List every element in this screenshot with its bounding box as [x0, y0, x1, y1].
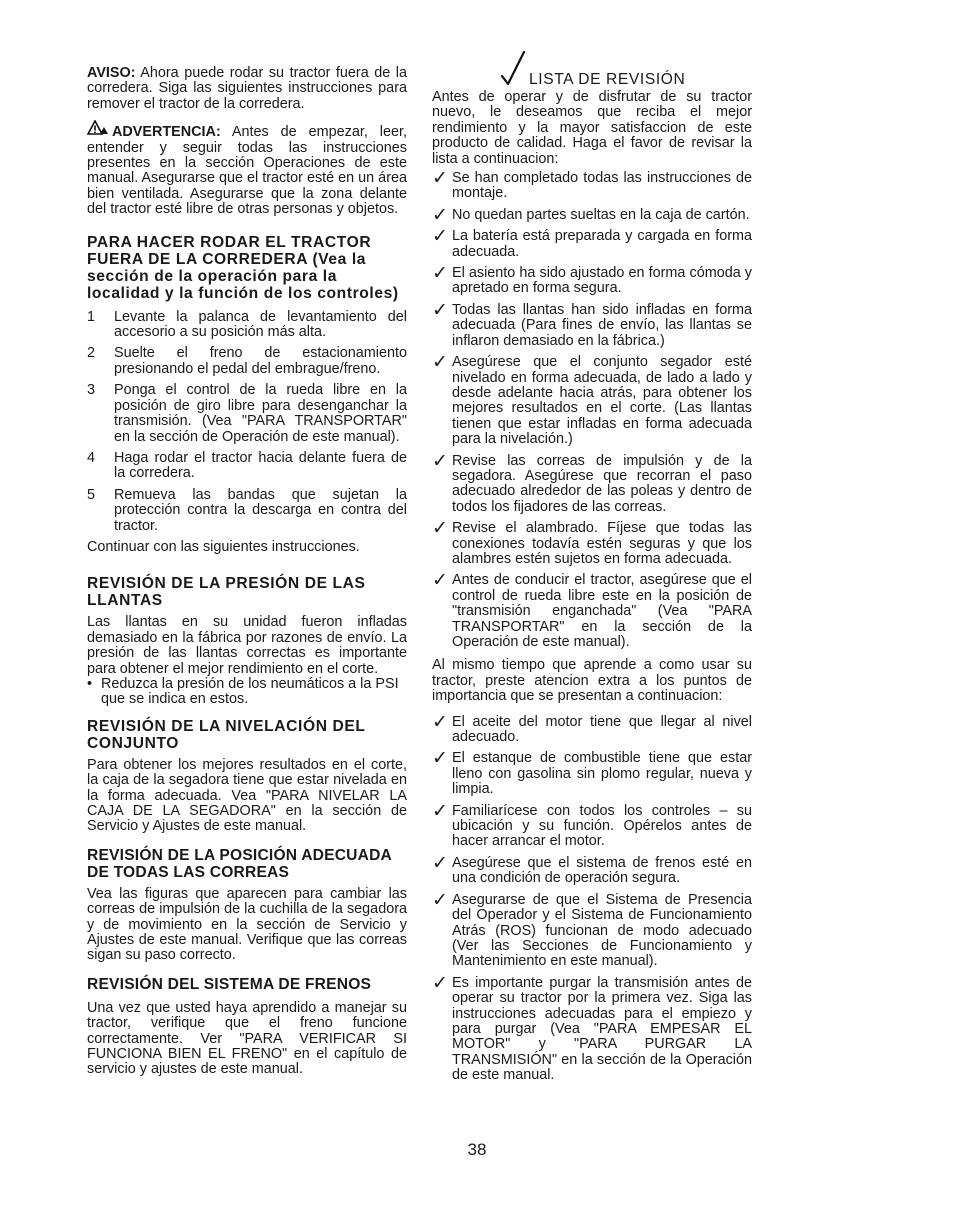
list-item: ✓ El asiento ha sido ajustado en forma cómoda y apretado en forma segura.: [432, 262, 752, 297]
list-item: ✓ Es importante purgar la transmisión antes de operar su tractor por la primera vez. Siga las instrucciones adecuadas para el empiezo y para purgar (Vea "PARA EMPESAR EL MOTOR" y "PARA PURGAR LA TRANSMISIÓN" en la sección de la Operación de este manual.: [432, 971, 752, 1084]
right-column: [432, 50, 752, 1090]
continuar-text: Continuar con las siguientes instrucciones.: [87, 538, 360, 555]
section-title-rodar: PARA HACER RODAR EL TRACTOR FUERA DE LA CORREDERA (Vea la sección de la operación para la localidad y la función de los controles): [87, 233, 399, 302]
list-item: ✓ Asegúrese que el conjunto segador esté nivelado en forma adecuada, de lado a lado y desde adelante hacia atrás, para obtener los mejores resultados en el corte. (Las llantas tienen que estar infladas en forma adecuada para la nivelación.): [432, 351, 752, 448]
list-item: ✓ Todas las llantas han sido infladas en forma adecuada (Para fines de envío, las llantas se inflaron demasiado en la fábrica.): [432, 298, 752, 349]
section-title-correas: REVISIÓN DE LA POSICIÓN ADECUADA DE TODAS LAS CORREAS: [87, 846, 392, 881]
checklist-2: [432, 710, 752, 1084]
list-item: ✓ Antes de conducir el tractor, asegúrese que el control de rueda libre este en la posición de "transmisión enganchada" (Vea "PARA TRANSPORTAR" en la sección de la Operación de este manual).: [432, 569, 752, 650]
check-icon: ✓: [432, 262, 448, 285]
list-item: ✓ El estanque de combustible tiene que estar lleno con gasolina sin plomo regular, nueva y limpia.: [432, 747, 752, 798]
list-item: 1 Levante la palanca de levantamiento del accesorio a su posición más alta.: [87, 308, 407, 341]
list-item: 3 Ponga el control de la rueda libre en la posición de giro libre para desenganchar la transmisión. (Vea "PARA TRANSPORTAR" en la sección de Operación de este manual).: [87, 382, 407, 445]
check-icon: ✓: [432, 710, 448, 733]
advertencia-text: Antes de empezar, leer, entender y seguir todas las instrucciones presentes en la sección Operaciones de este manual. Asegurarse que el tractor esté en un área bien ventilada. Asegurarse que la zona delante del tractor esté libre de otras personas y objetos.: [87, 124, 407, 218]
presion-text: Las llantas en su unidad fueron infladas demasiado en la fábrica por razones de envío. La presión de las llantas correctas es importante para obtener el mejor rendimiento en el corte.: [87, 614, 407, 677]
presion-bullet: • Reduzca la presión de los neumáticos a la PSI que se indica en estos.: [87, 675, 399, 708]
list-item: 4 Haga rodar el tractor hacia delante fuera de la corredera.: [87, 449, 407, 482]
check-icon: ✓: [432, 351, 448, 374]
list-item: ✓ Revise las correas de impulsión y de la segadora. Asegúrese que recorran el paso adecuado alrededor de las poleas y dentro de todos los fijadores de las correas.: [432, 449, 752, 515]
frenos-text: Una vez que usted haya aprendido a manejar su tractor, verifique que el freno funcione correctamente. Ver "PARA VERIFICAR SI FUNCIONA BIEN EL FRENO" en el capítulo de servicio y ajustes de este manual.: [87, 999, 407, 1078]
steps-list: [87, 310, 407, 534]
warning-triangle-icon: [87, 120, 109, 140]
check-icon: ✓: [432, 888, 448, 911]
checklist-1: [432, 167, 752, 650]
list-item: ✓ Asegurarse de que el Sistema de Presencia del Operador y el Sistema de Funcionamiento Atrás (ROS) funcionan de modo adecuado (Ver las Secciones de Funcionamiento y Mantenimiento en este manual).: [432, 888, 752, 970]
list-item: ✓ El aceite del motor tiene que llegar al nivel adecuado.: [432, 710, 752, 746]
left-column: [87, 66, 407, 1078]
page-number: 38: [467, 1140, 487, 1159]
section-title-nivelacion: REVISIÓN DE LA NIVELACIÓN DEL CONJUNTO: [87, 717, 366, 752]
check-icon: ✓: [432, 799, 448, 822]
aviso-paragraph: [87, 66, 407, 112]
section-title-presion: REVISIÓN DE LA PRESIÓN DE LAS LLANTAS: [87, 575, 366, 610]
list-item: ✓ Se han completado todas las instrucciones de montaje.: [432, 167, 752, 202]
check-icon: ✓: [432, 569, 448, 592]
lista-title: LISTA DE REVISIÓN: [529, 70, 686, 88]
check-icon: ✓: [432, 203, 448, 226]
aviso-text: Ahora puede rodar su tractor fuera de la corredera. Siga las siguientes instrucciones para remover el tractor de la corredera.: [87, 65, 407, 112]
list-item: 5 Remueva las bandas que sujetan la protección contra la descarga en contra del tractor.: [87, 486, 407, 534]
check-icon: ✓: [432, 225, 448, 248]
check-icon: ✓: [432, 167, 448, 190]
checkmark-icon: [500, 50, 526, 88]
check-icon: ✓: [432, 298, 448, 321]
check-icon: ✓: [432, 449, 448, 472]
advertencia-paragraph: [87, 120, 407, 217]
check-icon: ✓: [432, 747, 448, 770]
correas-text: Vea las figuras que aparecen para cambiar las correas de impulsión de la cuchilla de la segadora y de movimiento en la sección de Servicio y Ajustes de este manual. Verifique que las correas sigan su paso correcto.: [87, 885, 407, 964]
lista-intro: Antes de operar y de disfrutar de su tractor nuevo, le deseamos que reciba el mejor rendimiento y la mayor satisfaccion de este producto de calidad. Haga el favor de revisar la lista a continuacion:: [432, 89, 752, 167]
list-item: 2 Suelte el freno de estacionamiento presionando el pedal del embrague/freno.: [87, 345, 407, 377]
lista-header: [432, 50, 752, 88]
list-item: ✓ No quedan partes sueltas en la caja de cartón.: [432, 203, 750, 226]
list-item: ✓ Familiarícese con todos los controles – su ubicación y su función. Opérelos antes de hacer arrancar el motor.: [432, 799, 752, 850]
section-title-frenos: REVISIÓN DEL SISTEMA DE FRENOS: [87, 975, 372, 993]
bullet-icon: •: [87, 675, 93, 692]
nivelacion-text: Para obtener los mejores resultados en el corte, la caja de la segadora tiene que estar nivelada en la forma adecuada. Vea "PARA NIVELAR LA CAJA DE LA SEGADORA" en la sección de Servicio y Ajustes de este manual.: [87, 756, 407, 835]
check-icon: ✓: [432, 971, 448, 994]
list-item: ✓ Revise el alambrado. Fíjese que todas las conexiones todavía estén seguras y que los alambres estén sujetos en forma adecuada.: [432, 517, 752, 567]
aviso-label: AVISO:: [87, 65, 136, 81]
list-item: ✓ Asegúrese que el sistema de frenos esté en una condición de operación segura.: [432, 851, 752, 887]
advertencia-label: ADVERTENCIA:: [112, 124, 221, 141]
check-icon: ✓: [432, 517, 448, 540]
check-icon: ✓: [432, 851, 448, 874]
list-item: ✓ La batería está preparada y cargada en forma adecuada.: [432, 225, 752, 260]
mid-paragraph: Al mismo tiempo que aprende a como usar su tractor, preste atencion extra a los puntos de importancia que se presentan a continuacion:: [432, 657, 752, 705]
